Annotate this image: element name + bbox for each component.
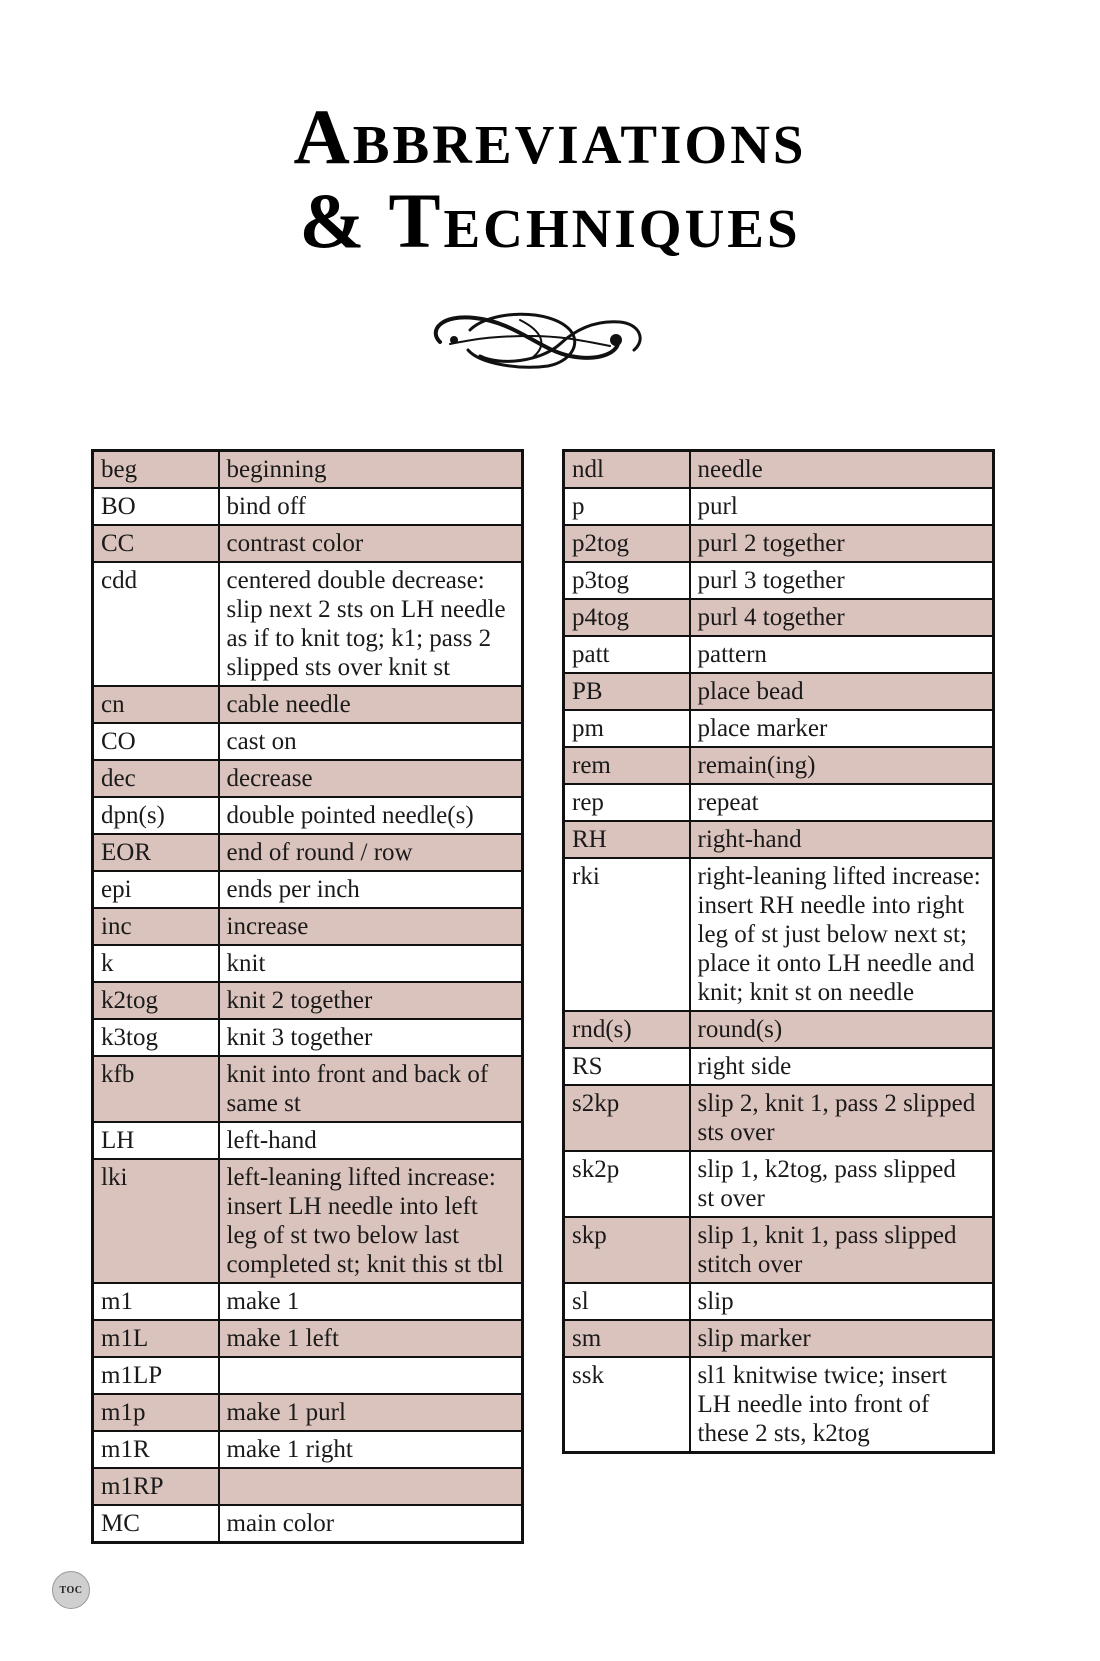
definition-cell: contrast color xyxy=(219,525,523,562)
table-row xyxy=(564,562,994,599)
abbreviation-cell: p3tog xyxy=(564,562,690,599)
definition-cell: make 1 left xyxy=(219,1320,523,1357)
abbreviation-cell: rem xyxy=(564,747,690,784)
definition-cell xyxy=(219,1468,523,1505)
definition-cell: remain(ing) xyxy=(690,747,994,784)
definition-cell: round(s) xyxy=(690,1011,994,1048)
abbreviation-cell: m1RP xyxy=(93,1468,219,1505)
table-row xyxy=(93,1283,523,1320)
definition-cell: place marker xyxy=(690,710,994,747)
definition-cell: left-hand xyxy=(219,1122,523,1159)
abbreviation-cell: sm xyxy=(564,1320,690,1357)
table-row xyxy=(93,871,523,908)
definition-cell: pattern xyxy=(690,636,994,673)
abbreviation-cell: RS xyxy=(564,1048,690,1085)
definition-cell: cast on xyxy=(219,723,523,760)
abbreviation-cell: m1L xyxy=(93,1320,219,1357)
definition-cell: make 1 right xyxy=(219,1431,523,1468)
table-row xyxy=(564,784,994,821)
definition-cell: knit xyxy=(219,945,523,982)
table-row xyxy=(564,821,994,858)
definition-cell: double pointed needle(s) xyxy=(219,797,523,834)
table-row xyxy=(564,1011,994,1048)
table-row xyxy=(93,723,523,760)
abbreviation-cell: rnd(s) xyxy=(564,1011,690,1048)
flourish-ornament-icon xyxy=(420,300,650,380)
abbreviation-cell: skp xyxy=(564,1217,690,1283)
definition-cell: slip 2, knit 1, pass 2 slipped sts over xyxy=(690,1085,994,1151)
definition-cell: make 1 purl xyxy=(219,1394,523,1431)
table-row xyxy=(93,908,523,945)
abbreviation-cell: p xyxy=(564,488,690,525)
definition-cell: slip xyxy=(690,1283,994,1320)
definition-cell: cable needle xyxy=(219,686,523,723)
abbreviation-cell: rki xyxy=(564,858,690,1011)
abbreviation-cell: inc xyxy=(93,908,219,945)
abbreviation-cell: BO xyxy=(93,488,219,525)
abbreviation-table-left xyxy=(91,449,524,1544)
definition-cell: right-leaning lifted increase: insert RH needle into right leg of st just below next st; place it onto LH needle and knit; knit st on needle xyxy=(690,858,994,1011)
abbreviation-cell: patt xyxy=(564,636,690,673)
table-row xyxy=(564,451,994,489)
abbreviation-cell: ndl xyxy=(564,451,690,489)
page-title-line-1: Abbreviations xyxy=(293,93,807,180)
definition-cell: slip marker xyxy=(690,1320,994,1357)
table-row xyxy=(93,1019,523,1056)
abbreviation-cell: sl xyxy=(564,1283,690,1320)
table-row xyxy=(93,945,523,982)
table-row xyxy=(93,488,523,525)
definition-cell: knit 2 together xyxy=(219,982,523,1019)
definition-cell: beginning xyxy=(219,451,523,489)
abbreviation-cell: LH xyxy=(93,1122,219,1159)
table-row xyxy=(564,525,994,562)
page-title-line-2: & Techniques xyxy=(299,177,801,265)
definition-cell: purl 2 together xyxy=(690,525,994,562)
definition-cell: left-leaning lifted increase: insert LH needle into left leg of st two below last completed st; knit this st tbl xyxy=(219,1159,523,1283)
definition-cell: centered double decrease: slip next 2 sts on LH needle as if to knit tog; k1; pass 2 slipped sts over knit st xyxy=(219,562,523,686)
definition-cell: repeat xyxy=(690,784,994,821)
definition-cell: sl1 knitwise twice; insert LH needle into front of these 2 sts, k2tog xyxy=(690,1357,994,1453)
table-row xyxy=(93,1159,523,1283)
definition-cell: place bead xyxy=(690,673,994,710)
abbreviation-cell: ssk xyxy=(564,1357,690,1453)
table-row xyxy=(564,1151,994,1217)
table-row xyxy=(564,1048,994,1085)
definition-cell xyxy=(219,1357,523,1394)
definition-cell: bind off xyxy=(219,488,523,525)
abbreviation-cell: dec xyxy=(93,760,219,797)
table-row xyxy=(564,488,994,525)
table-row xyxy=(93,451,523,489)
table-row xyxy=(564,1217,994,1283)
definition-cell: purl 4 together xyxy=(690,599,994,636)
abbreviation-cell: k xyxy=(93,945,219,982)
abbreviation-cell: kfb xyxy=(93,1056,219,1122)
table-row xyxy=(93,834,523,871)
table-row xyxy=(93,1320,523,1357)
definition-cell: ends per inch xyxy=(219,871,523,908)
table-row xyxy=(564,599,994,636)
definition-cell: end of round / row xyxy=(219,834,523,871)
table-row xyxy=(564,747,994,784)
abbreviation-cell: lki xyxy=(93,1159,219,1283)
table-row xyxy=(93,562,523,686)
abbreviation-cell: rep xyxy=(564,784,690,821)
table-row xyxy=(564,1283,994,1320)
definition-cell: slip 1, knit 1, pass slipped stitch over xyxy=(690,1217,994,1283)
abbreviation-cell: k2tog xyxy=(93,982,219,1019)
definition-cell: make 1 xyxy=(219,1283,523,1320)
definition-cell: knit 3 together xyxy=(219,1019,523,1056)
definition-cell: increase xyxy=(219,908,523,945)
table-row xyxy=(93,982,523,1019)
abbreviation-cell: sk2p xyxy=(564,1151,690,1217)
table-row xyxy=(564,636,994,673)
definition-cell: slip 1, k2tog, pass slipped st over xyxy=(690,1151,994,1217)
table-row xyxy=(564,1357,994,1453)
definition-cell: needle xyxy=(690,451,994,489)
table-row xyxy=(93,1505,523,1543)
toc-label: TOC xyxy=(59,1584,83,1596)
toc-button[interactable] xyxy=(52,1571,90,1609)
abbreviation-cell: p2tog xyxy=(564,525,690,562)
table-row xyxy=(564,673,994,710)
abbreviation-cell: p4tog xyxy=(564,599,690,636)
abbreviation-cell: CO xyxy=(93,723,219,760)
abbreviation-cell: beg xyxy=(93,451,219,489)
table-row xyxy=(564,1320,994,1357)
definition-cell: decrease xyxy=(219,760,523,797)
table-row xyxy=(93,1468,523,1505)
abbreviation-cell: RH xyxy=(564,821,690,858)
abbreviation-cell: cdd xyxy=(93,562,219,686)
table-row xyxy=(93,1357,523,1394)
abbreviation-cell: m1LP xyxy=(93,1357,219,1394)
table-row xyxy=(564,858,994,1011)
table-row xyxy=(93,525,523,562)
table-row xyxy=(93,1394,523,1431)
abbreviation-cell: m1 xyxy=(93,1283,219,1320)
definition-cell: right side xyxy=(690,1048,994,1085)
abbreviation-cell: m1p xyxy=(93,1394,219,1431)
table-row xyxy=(93,686,523,723)
abbreviation-cell: m1R xyxy=(93,1431,219,1468)
abbreviation-cell: cn xyxy=(93,686,219,723)
abbreviation-cell: MC xyxy=(93,1505,219,1543)
definition-cell: main color xyxy=(219,1505,523,1543)
table-row xyxy=(93,797,523,834)
definition-cell: purl 3 together xyxy=(690,562,994,599)
abbreviation-cell: EOR xyxy=(93,834,219,871)
abbreviation-table-right xyxy=(562,449,995,1454)
definition-cell: right-hand xyxy=(690,821,994,858)
definition-cell: purl xyxy=(690,488,994,525)
abbreviation-cell: s2kp xyxy=(564,1085,690,1151)
abbreviation-cell: CC xyxy=(93,525,219,562)
definition-cell: knit into front and back of same st xyxy=(219,1056,523,1122)
table-row xyxy=(93,1122,523,1159)
abbreviation-cell: PB xyxy=(564,673,690,710)
page-title xyxy=(0,95,1100,263)
table-row xyxy=(93,1056,523,1122)
table-row xyxy=(564,1085,994,1151)
table-row xyxy=(93,1431,523,1468)
table-row xyxy=(93,760,523,797)
table-row xyxy=(564,710,994,747)
abbreviation-cell: dpn(s) xyxy=(93,797,219,834)
abbreviation-cell: epi xyxy=(93,871,219,908)
abbreviation-cell: k3tog xyxy=(93,1019,219,1056)
abbreviation-cell: pm xyxy=(564,710,690,747)
